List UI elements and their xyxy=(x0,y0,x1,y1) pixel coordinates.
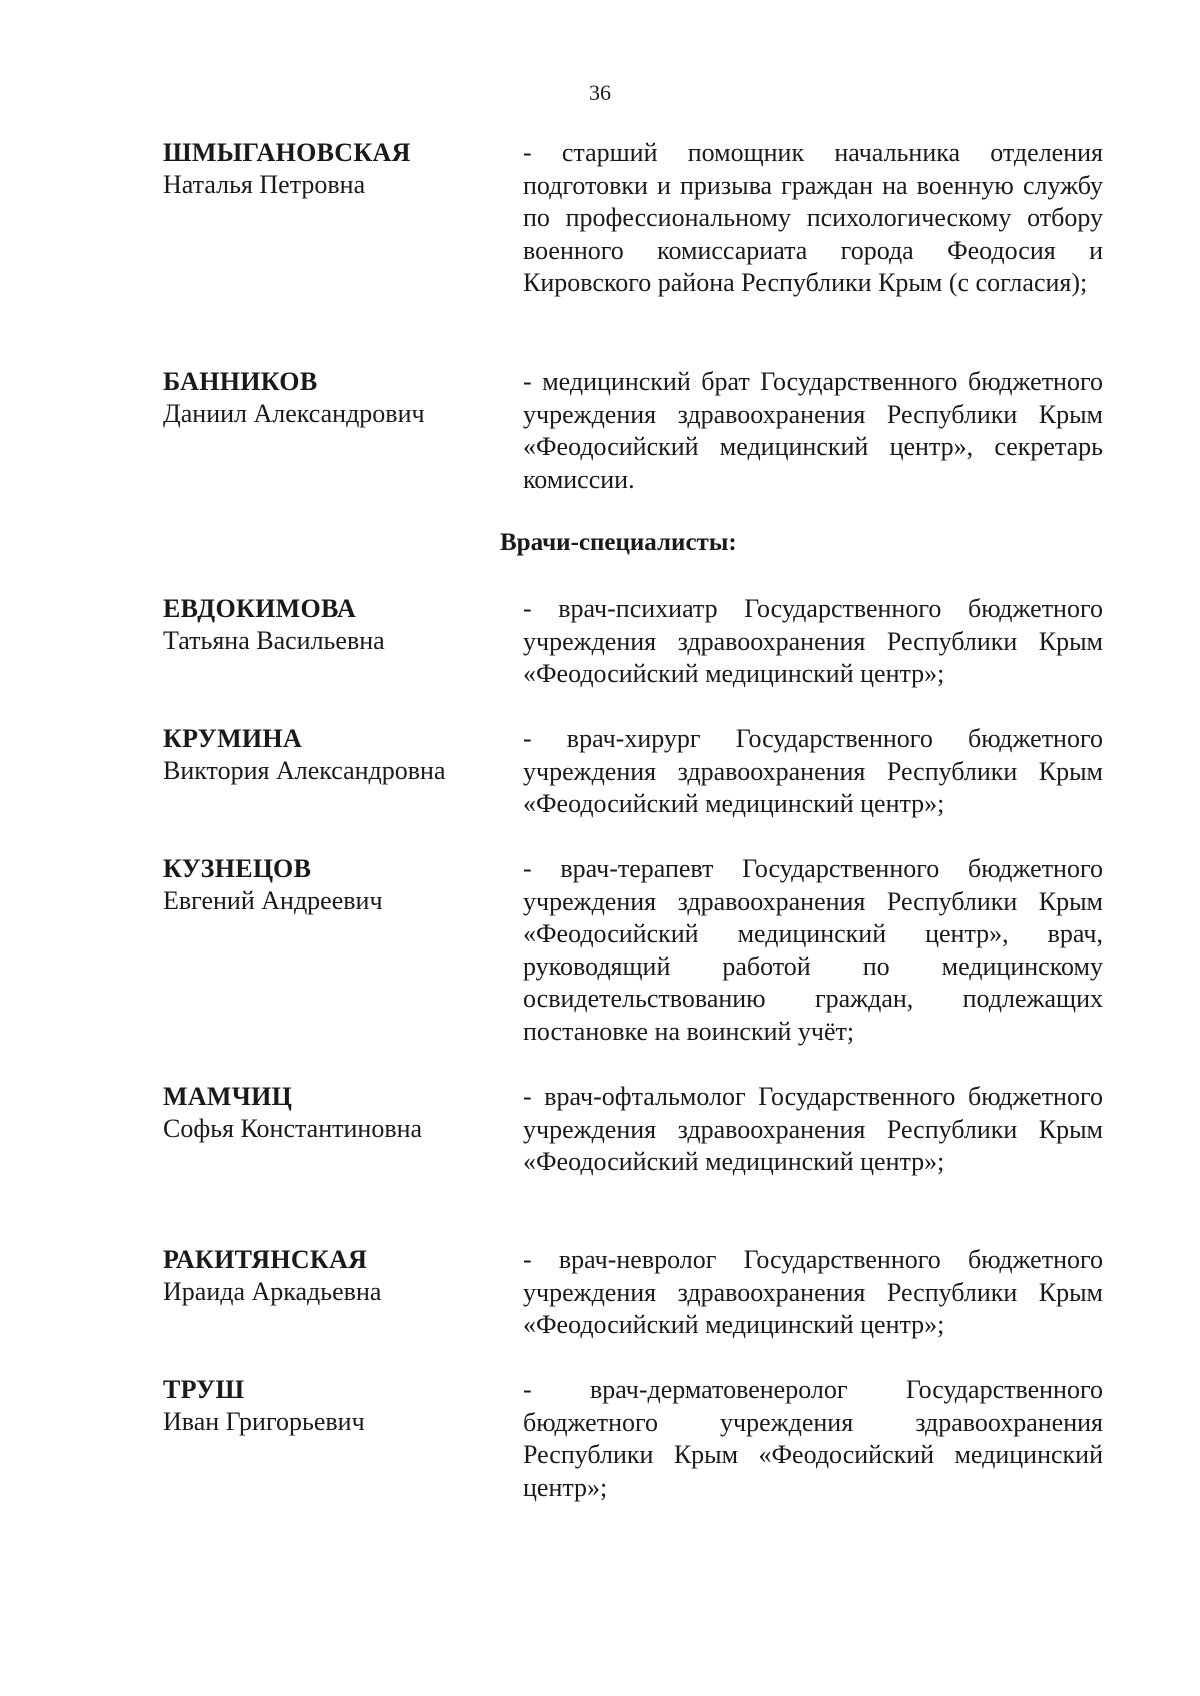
member-name xyxy=(163,366,503,430)
doctor-given-name: Татьяна Васильевна xyxy=(163,626,385,655)
doctor-given-name: Виктория Александровна xyxy=(163,756,446,785)
doctor-position: - врач-психиатр Государственного бюджетного учреждения здравоохранения Республики Крым «Феодосийский медицинский центр»; xyxy=(523,594,1103,688)
doctor-position: - врач-дерматовенеролог Государственного бюджетного учреждения здравоохранения Республики Крым «Феодосийский медицинский центр»; xyxy=(523,1375,1103,1502)
doctor-surname: МАМЧИЦ xyxy=(163,1082,293,1111)
doctor-name xyxy=(163,593,503,657)
section-heading: Врачи-специалисты: xyxy=(500,529,737,556)
doctor-name xyxy=(163,1374,503,1438)
doctor-name xyxy=(163,1081,503,1145)
doctor-position: - врач-хирург Государственного бюджетного учреждения здравоохранения Республики Крым «Феодосийский медицинский центр»; xyxy=(523,724,1103,818)
doctor-surname: КРУМИНА xyxy=(163,724,303,753)
doctor-position: - врач-офтальмолог Государственного бюджетного учреждения здравоохранения Республики Крым «Феодосийский медицинский центр»; xyxy=(523,1082,1103,1176)
doctor-surname: ЕВДОКИМОВА xyxy=(163,594,357,623)
doctor-surname: РАКИТЯНСКАЯ xyxy=(163,1245,368,1274)
doctor-position: - врач-терапевт Государственного бюджетного учреждения здравоохранения Республики Крым «Феодосийский медицинский центр», врач, руководящий работой по медицинскому освидетельствованию граждан, подлежащих постановке на воинский учёт; xyxy=(523,854,1103,1046)
doctor-given-name: Софья Константиновна xyxy=(163,1114,423,1143)
doctor-position: - врач-невролог Государственного бюджетного учреждения здравоохранения Республики Крым «Феодосийский медицинский центр»; xyxy=(523,1245,1103,1339)
member-surname: ШМЫГАНОВСКАЯ xyxy=(163,138,411,167)
doctor-surname: КУЗНЕЦОВ xyxy=(163,854,312,883)
member-position: - старший помощник начальника отделения подготовки и призыва граждан на военную службу по профессиональному психологическому отбору военного комиссариата города Феодосия и Кировского района Республики Крым (с согласия); xyxy=(523,138,1103,297)
member-position: - медицинский брат Государственного бюджетного учреждения здравоохранения Республики Крым «Феодосийский медицинский центр», секретарь комиссии. xyxy=(523,367,1103,494)
member-given-name: Наталья Петровна xyxy=(163,170,366,199)
doctor-name xyxy=(163,1244,503,1308)
page-number: 36 xyxy=(589,80,611,105)
member-surname: БАННИКОВ xyxy=(163,367,318,396)
member-name xyxy=(163,137,503,201)
doctor-given-name: Иван Григорьевич xyxy=(163,1407,365,1436)
member-given-name: Даниил Александрович xyxy=(163,399,425,428)
doctor-given-name: Ираида Аркадьевна xyxy=(163,1277,382,1306)
doctor-given-name: Евгений Андреевич xyxy=(163,886,383,915)
doctor-name xyxy=(163,723,503,787)
doctor-name xyxy=(163,853,503,917)
doctor-surname: ТРУШ xyxy=(163,1375,245,1404)
